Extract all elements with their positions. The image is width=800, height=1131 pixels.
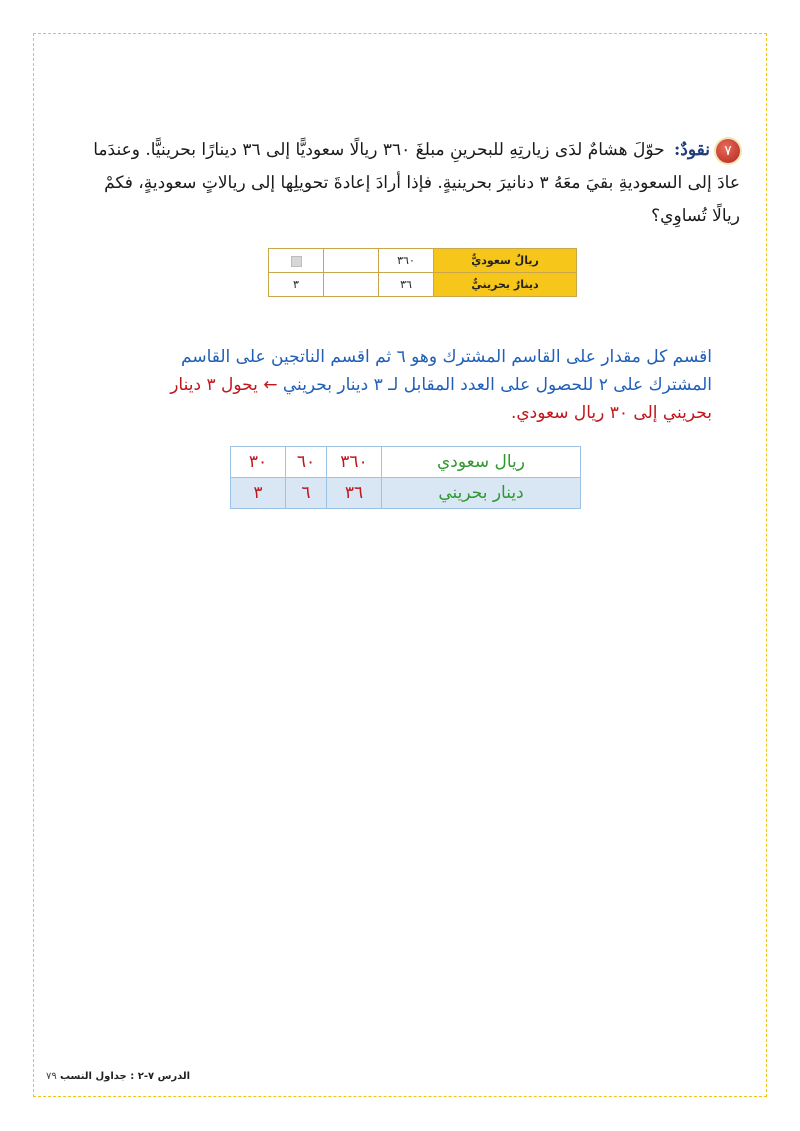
answer-part-1: اقسم كل مقدار على القاسم المشترك وهو ٦ ثم اقسم الناتجين على القاسم المشترك على ٢ للحصول على العدد المقابل لـ ٣ دينار بحريني	[181, 347, 712, 395]
answer-explanation	[118, 343, 712, 427]
table-row	[231, 478, 581, 509]
table-cell: ٣	[269, 273, 324, 297]
table-cell: ٣٦	[379, 273, 434, 297]
table-cell: ٣٦	[327, 478, 382, 509]
table-cell: ٣٠	[231, 447, 286, 478]
table-cell: ٣٦٠	[327, 447, 382, 478]
answer-part-2: يحول ٣ دينار بحريني إلى ٣٠ ريال سعودي.	[170, 375, 712, 423]
table-row	[231, 447, 581, 478]
table-cell	[324, 249, 379, 273]
row-label-dinar: دينار بحريني	[382, 478, 581, 509]
problem-topic: نقودٌ:	[674, 140, 710, 160]
problem-statement	[78, 134, 740, 233]
row-label-dinar: دينارٌ بحرينيٌّ	[434, 273, 577, 297]
row-label-riyal: ريالٌ سعوديٌّ	[434, 249, 577, 273]
table-cell: ٣	[231, 478, 286, 509]
row-label-riyal: ريال سعودي	[382, 447, 581, 478]
answer-table	[230, 446, 581, 509]
arrow-icon: ←	[263, 375, 278, 395]
table-row	[269, 273, 577, 297]
blank-answer-box	[291, 256, 302, 267]
table-row	[269, 249, 577, 273]
table-cell: ٦	[286, 478, 327, 509]
table-cell: ٣٦٠	[379, 249, 434, 273]
problem-number-badge: ٧	[716, 139, 740, 163]
page-footer	[46, 1071, 190, 1082]
problem-table	[268, 248, 577, 297]
footer-page-number: ٧٩	[46, 1071, 57, 1082]
problem-text: حوّلَ هشامٌ لدَى زيارتِهِ للبحرينِ مبلغَ ٣٦٠ ريالًا سعوديًّا إلى ٣٦ دينارًا بحرينيًّا. وعندَما عادَ إلى السعوديةِ بقيَ معَهُ ٣ دنانيرَ بحرينيةٍ. فإذا أرادَ إعادةَ تحويلِها إلى ريالاتٍ سعوديةٍ، فكمْ ريالًا تُساوِي؟	[93, 140, 740, 226]
table-cell: ٦٠	[286, 447, 327, 478]
table-cell	[324, 273, 379, 297]
table-cell-blank	[269, 249, 324, 273]
footer-lesson: الدرس ٧-٢ : جداول النسب	[59, 1071, 191, 1082]
